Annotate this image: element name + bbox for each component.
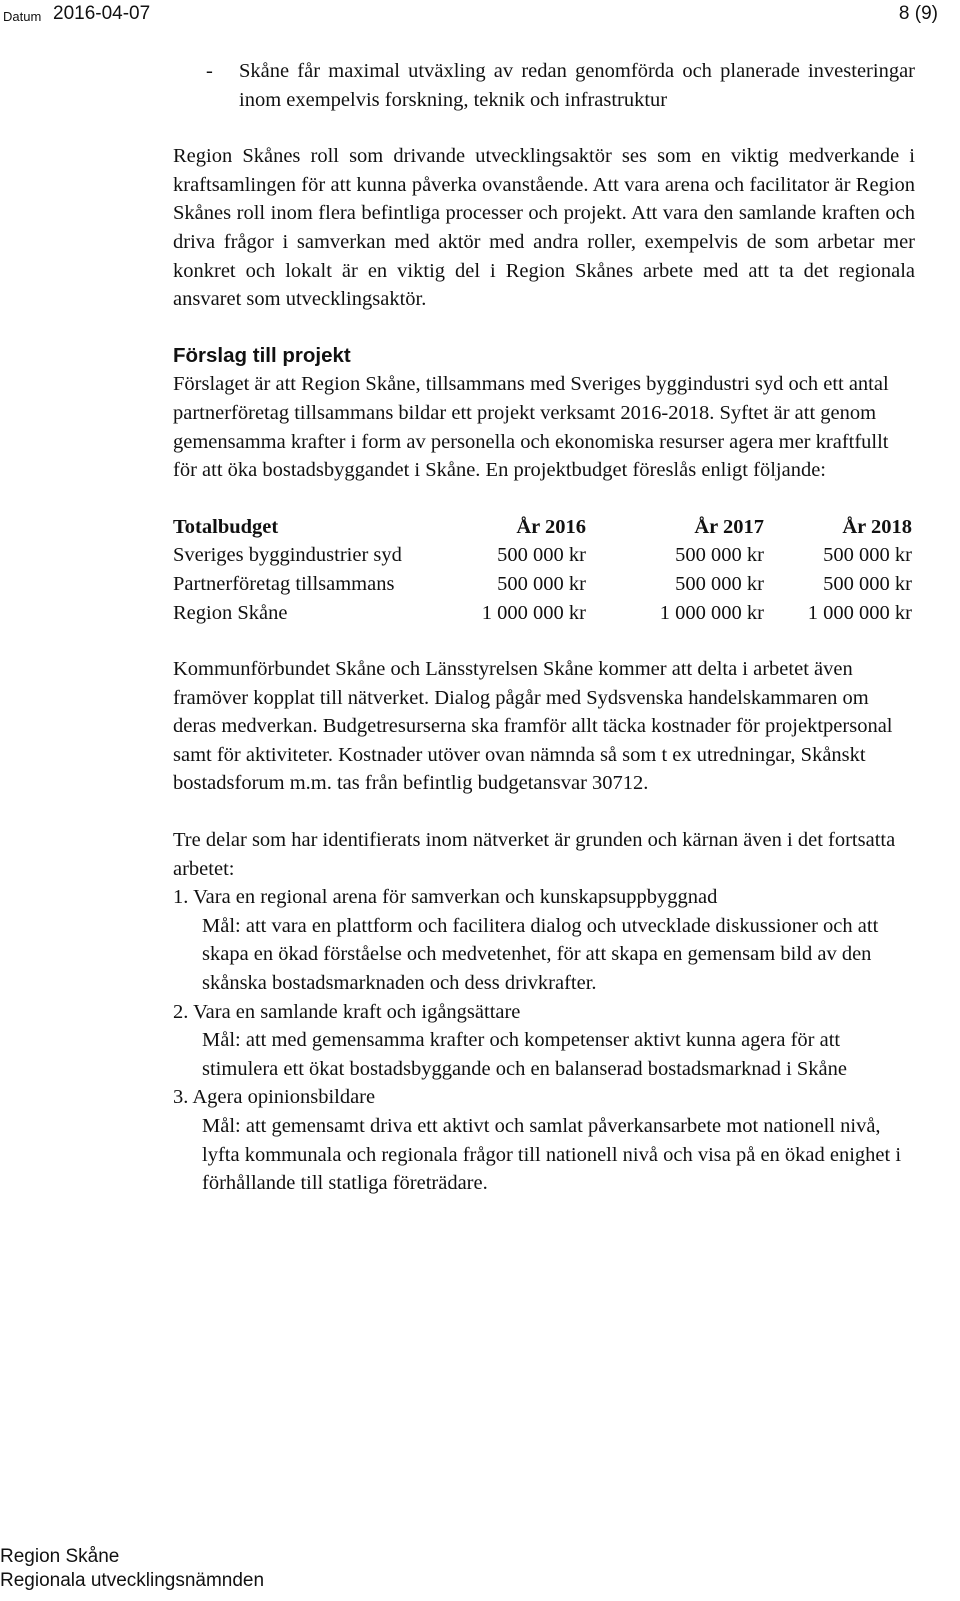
- document-body: [173, 57, 915, 1198]
- bullet-text: Skåne får maximal utväxling av redan genomförda och planerade investeringar inom exempelvis forskning, teknik och infrastruktur: [239, 60, 915, 111]
- list-item-title: 3. Agera opinionsbildare: [173, 1086, 376, 1109]
- budget-header-2016: År 2016: [516, 515, 586, 538]
- table-row: [173, 599, 912, 628]
- budget-amount-2016: 500 000 kr: [497, 572, 586, 595]
- page-number: 8 (9): [898, 3, 938, 24]
- budget-amount-2018: 1 000 000 kr: [807, 601, 912, 624]
- list-item-title: 1. Vara en regional arena för samverkan och kunskapsuppbyggnad: [173, 886, 718, 909]
- footer-organization: Region Skåne: [0, 1546, 120, 1567]
- list-item: [173, 998, 915, 1084]
- budget-amount-2017: 500 000 kr: [675, 544, 764, 567]
- budget-header-row: [173, 513, 912, 542]
- page-footer: [0, 1545, 264, 1593]
- proposal-paragraph: Förslaget är att Region Skåne, tillsammans med Sveriges byggindustri syd och ett antal partnerföretag tillsammans bildar ett projekt verksamt 2016-2018. Syftet är att genom gemensamma krafter i form av personella och ekonomiska resurser agera mer kraftfullt för att öka bostadsbyggandet i Skåne. En projektbudget föreslås enligt följande:: [173, 373, 889, 482]
- list-item-goal: Mål: att vara en plattform och facilitera dialog och utvecklade diskussioner och att skapa en ökad förståelse och medvetenhet, för att skapa en gemensam bild av den skånska bostadsmarknaden och dess drivkrafter.: [202, 914, 879, 995]
- list-item-goal: Mål: att gemensamt driva ett aktivt och samlat påverkansarbete mot nationell nivå, lyfta kommunala och regionala frågor till nationell nivå och visa på en ökad enighet i förhållande till statliga företrädare.: [202, 1115, 902, 1195]
- list-item: [173, 1083, 915, 1197]
- parts-intro: Tre delar som har identifierats inom nätverket är grunden och kärnan även i det fortsatta arbetet:: [173, 829, 896, 880]
- budget-amount-2018: 500 000 kr: [823, 572, 912, 595]
- table-row: [173, 541, 912, 570]
- cooperation-paragraph: Kommunförbundet Skåne och Länsstyrelsen Skåne kommer att delta i arbetet även framöver kopplat till nätverket. Dialog pågår med Sydsvenska handelskammaren om deras medverkan. Budgetresurserna ska framför allt täcka kostnader för projektpersonal samt för aktiviteter. Kostnader utöver ovan nämnda så som t ex utredningar, Skånskt bostadsforum m.m. tas från befintlig budgetansvar 30712.: [173, 658, 893, 795]
- bullet-dash: -: [206, 60, 213, 82]
- budget-amount-2016: 1 000 000 kr: [481, 601, 586, 624]
- budget-party: Region Skåne: [173, 601, 288, 624]
- section-heading-proposal: Förslag till projekt: [173, 343, 351, 367]
- role-paragraph: Region Skånes roll som drivande utvecklingsaktör ses som en viktig medverkande i kraftsamlingen för att kunna påverka ovanstående. Att vara arena och facilitator är Region Skånes roll inom flera befintliga processer och projekt. Att vara den samlande kraften och driva frågor i samverkan med aktör med andra roller, exempelvis de som arbetar mer konkret och lokalt är en viktig del i Region Skånes arbete med att ta det regionala ansvaret som utvecklingsaktör.: [173, 145, 915, 311]
- budget-amount-2017: 1 000 000 kr: [659, 601, 764, 624]
- budget-party: Partnerföretag tillsammans: [173, 572, 395, 595]
- budget-header-total: Totalbudget: [173, 515, 279, 538]
- list-item-goal: Mål: att med gemensamma krafter och kompetenser aktivt kunna agera för att stimulera ett ökat bostadsbyggande och en balanserad bostadsmarknad i Skåne: [202, 1029, 847, 1080]
- budget-amount-2017: 500 000 kr: [675, 572, 764, 595]
- date-label: Datum: [3, 9, 42, 24]
- budget-header-2018: År 2018: [842, 515, 912, 538]
- budget-header-2017: År 2017: [694, 515, 764, 538]
- intro-bullet: [206, 57, 915, 114]
- footer-unit: Regionala utvecklingsnämnden: [0, 1570, 265, 1591]
- budget-amount-2016: 500 000 kr: [497, 544, 586, 567]
- list-item-title: 2. Vara en samlande kraft och igångsättare: [173, 1000, 521, 1023]
- table-row: [173, 570, 912, 599]
- budget-amount-2018: 500 000 kr: [823, 544, 912, 567]
- list-item: [173, 883, 915, 997]
- document-date: 2016-04-07: [53, 3, 151, 24]
- budget-party: Sveriges byggindustrier syd: [173, 544, 402, 567]
- budget-table: [173, 513, 912, 627]
- page-header: [0, 2, 960, 32]
